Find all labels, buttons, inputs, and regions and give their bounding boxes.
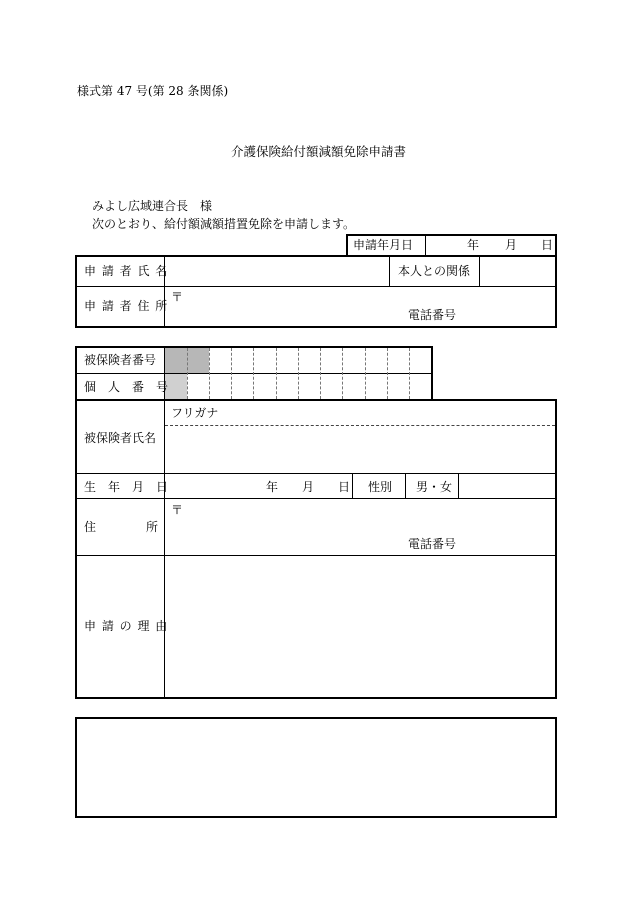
- applicant-postal-mark: 〒: [171, 290, 184, 304]
- insured-phone-label: 電話番号: [408, 537, 457, 551]
- personal-number-label: 個 人 番 号: [84, 380, 169, 394]
- application-statement: 次のとおり、給付額減額措置免除を申請します。: [92, 217, 356, 231]
- application-date-month: 月: [505, 238, 518, 252]
- gender-label: 性別: [368, 480, 393, 494]
- office-use-box: [75, 717, 557, 818]
- insured-address-input[interactable]: [166, 500, 555, 554]
- relation-label: 本人との関係: [398, 264, 471, 278]
- applicant-address-input[interactable]: [166, 288, 555, 325]
- applicant-address-label: 申 請 者 住 所: [84, 299, 169, 313]
- insured-name-label: 被保険者氏名: [84, 431, 157, 445]
- birthdate-day: 日: [338, 480, 351, 494]
- personal-number-shaded-cell: [165, 374, 187, 399]
- insured-number-input[interactable]: [210, 348, 430, 373]
- furigana-label: フリガナ: [171, 406, 219, 420]
- applicant-name-label: 申 請 者 氏 名: [84, 264, 169, 278]
- birthdate-year: 年: [266, 480, 279, 494]
- insured-number-label: 被保険者番号: [84, 353, 157, 367]
- birthdate-label: 生 年 月 日: [84, 480, 169, 494]
- insured-address-label-2: 所: [146, 520, 159, 534]
- relation-input[interactable]: [481, 258, 555, 285]
- application-date-day: 日: [541, 238, 554, 252]
- furigana-input[interactable]: [232, 403, 554, 423]
- application-date-year: 年: [467, 238, 480, 252]
- applicant-phone-label: 電話番号: [408, 308, 457, 322]
- reason-input[interactable]: [166, 557, 555, 696]
- birthdate-month: 月: [302, 480, 315, 494]
- applicant-name-input[interactable]: [166, 258, 388, 285]
- reason-label: 申 請 の 理 由: [84, 619, 169, 633]
- birthdate-input[interactable]: [166, 475, 350, 497]
- insured-postal-mark: 〒: [171, 503, 184, 517]
- gender-options[interactable]: 男・女: [416, 480, 453, 494]
- personal-number-input[interactable]: [188, 375, 430, 399]
- insured-name-input[interactable]: [166, 427, 555, 472]
- insured-address-label: 住: [84, 520, 97, 534]
- form-number: 様式第 47 号(第 28 条関係): [77, 84, 229, 98]
- application-date-input[interactable]: [436, 238, 546, 252]
- application-date-label: 申請年月日: [353, 238, 414, 252]
- form-title: 介護保険給付額減額免除申請書: [231, 144, 407, 159]
- addressee: みよし広域連合長 様: [92, 199, 213, 213]
